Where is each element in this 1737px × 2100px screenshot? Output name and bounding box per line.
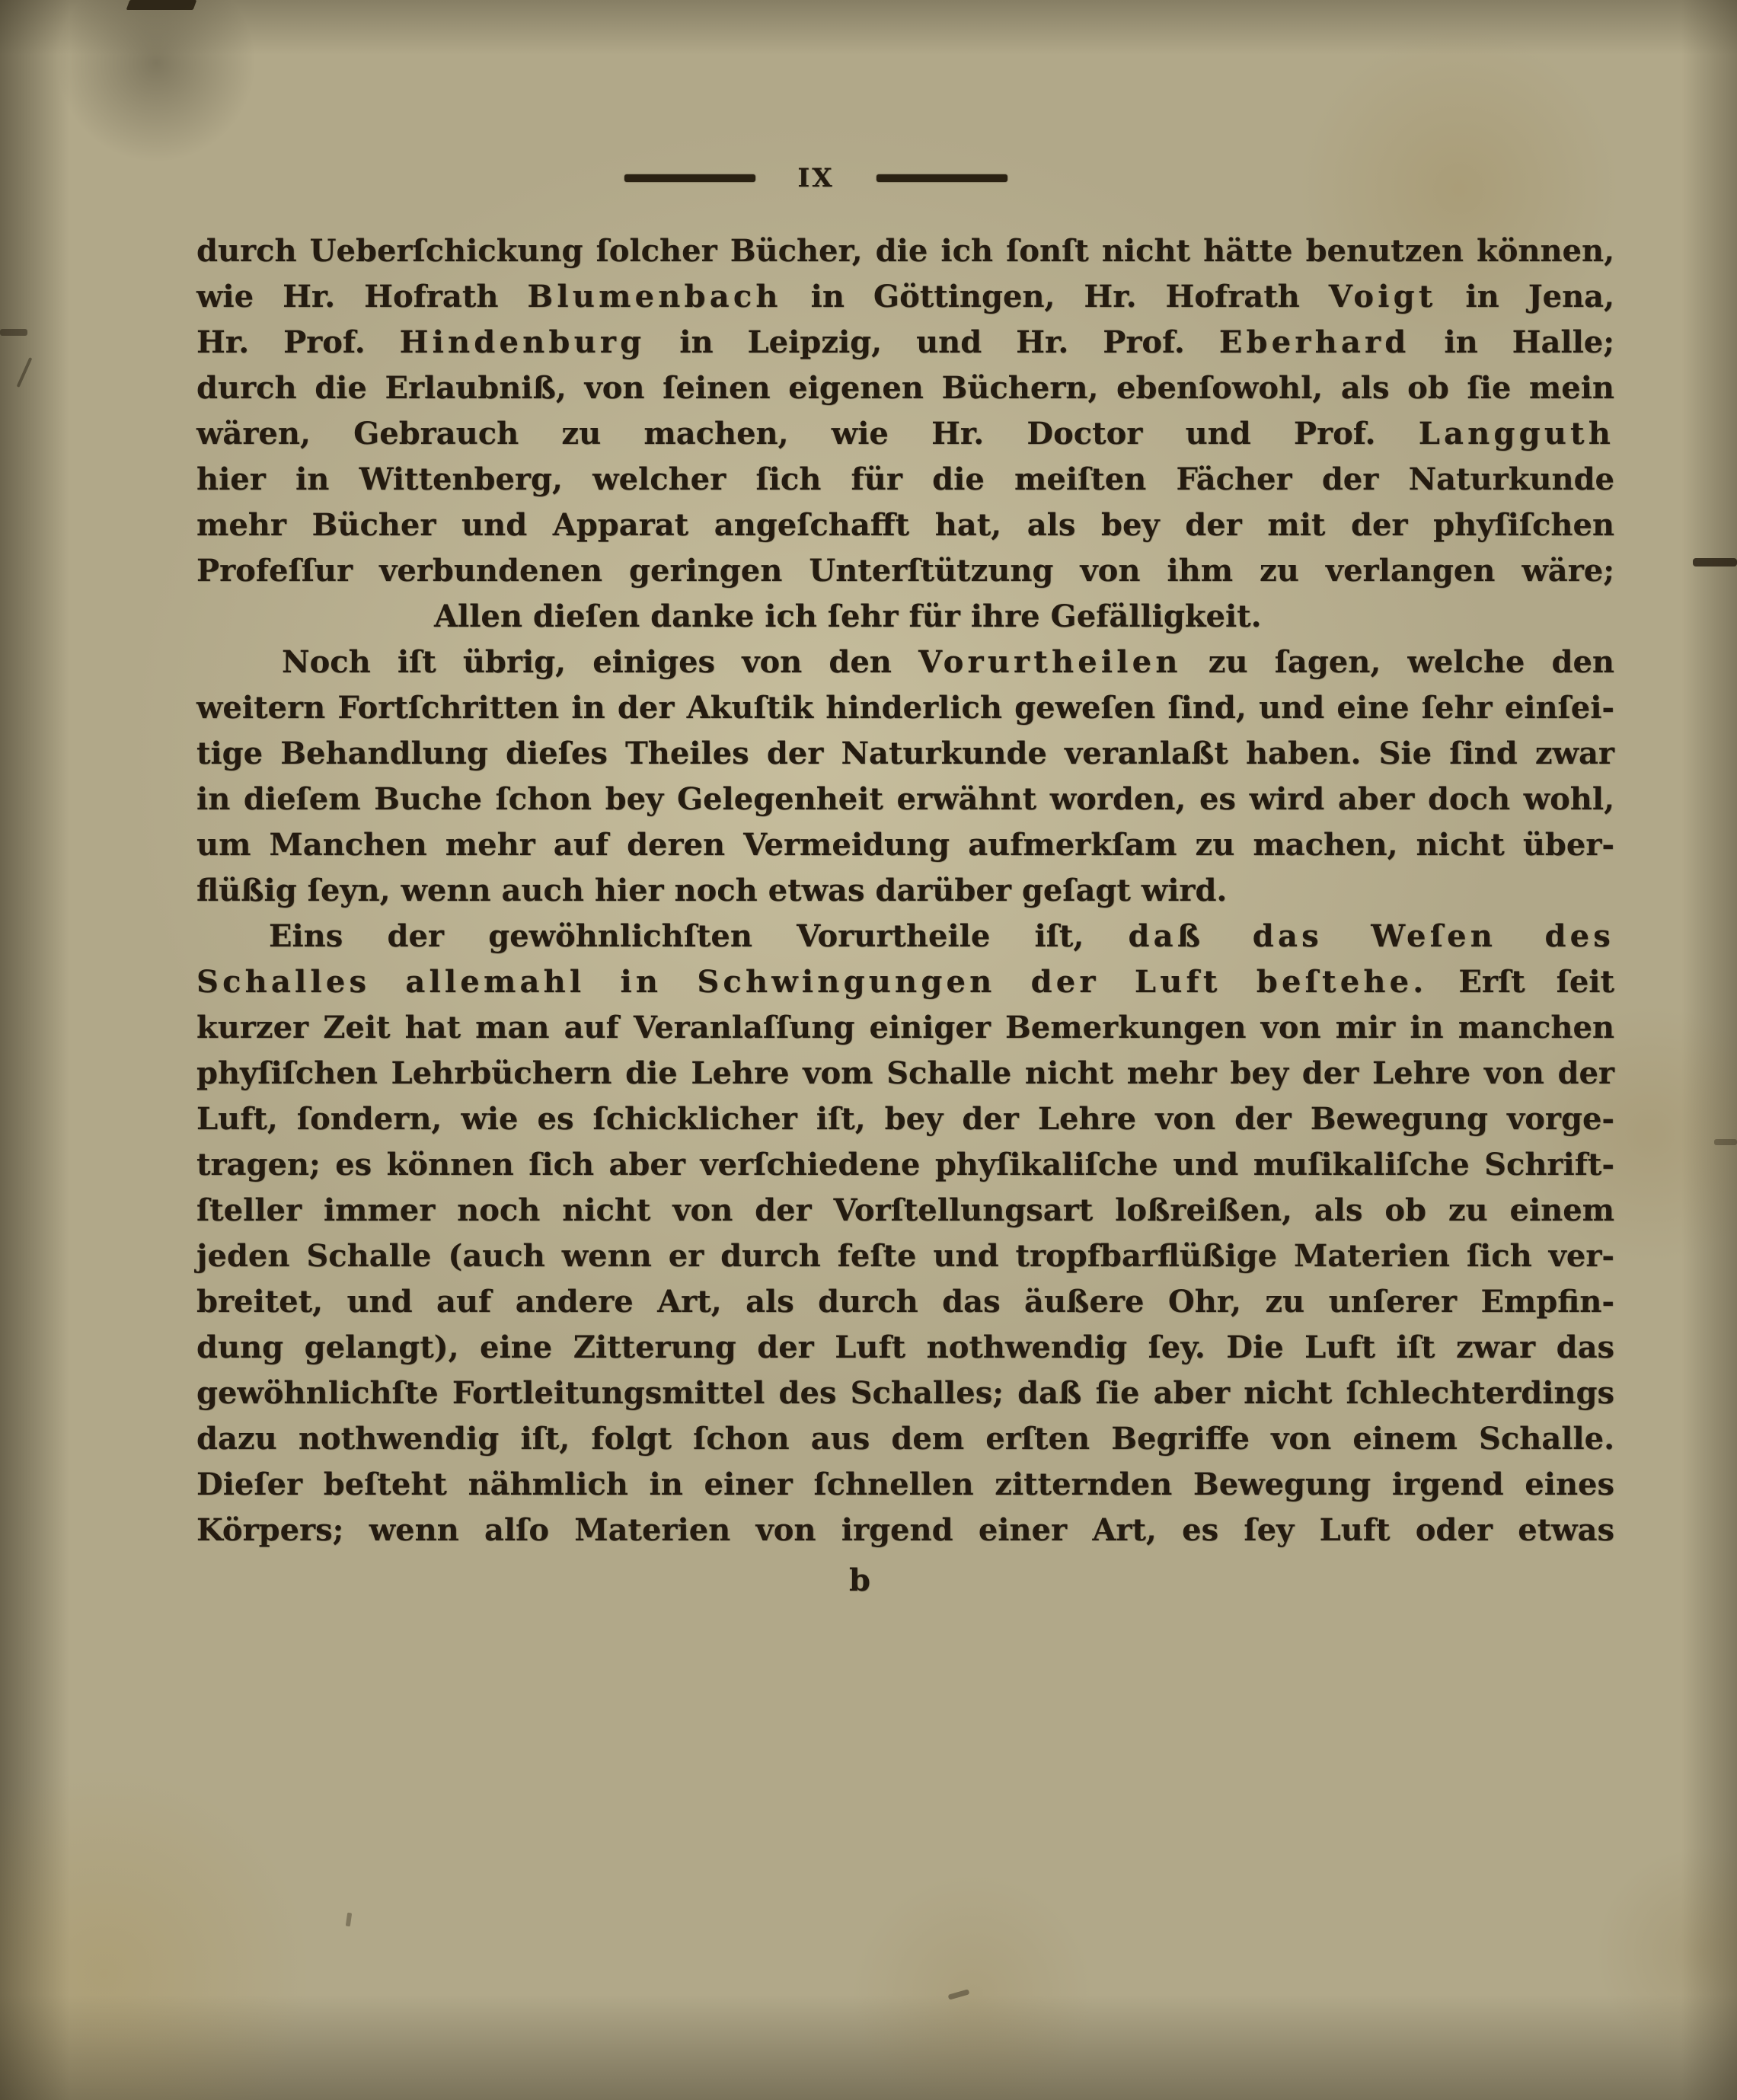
text-line xyxy=(196,457,1614,503)
text-line xyxy=(196,320,1614,365)
text-line xyxy=(196,1234,1614,1279)
page-body xyxy=(196,228,1614,1553)
body-text: zu ſagen, welche den xyxy=(1181,644,1614,680)
text-line xyxy=(196,1416,1614,1462)
text-line xyxy=(196,1279,1614,1325)
scan-artifact-speck-left xyxy=(346,1913,352,1927)
emphasized-text: Hindenburg xyxy=(399,324,646,360)
body-text: breitet, und auf andere Art, als durch das äußere Ohr, zu unſerer Empfin- xyxy=(196,1284,1614,1320)
body-text: Erſt ſeit xyxy=(1427,964,1614,1000)
text-line xyxy=(196,1371,1614,1416)
body-text: weitern Fortſchritten in der Akuſtik hinderlich geweſen ſind, und eine ſehr einſei- xyxy=(196,690,1614,726)
text-line xyxy=(196,1462,1614,1508)
header-rule-left xyxy=(624,174,755,182)
text-line xyxy=(196,1005,1614,1051)
text-line xyxy=(196,548,1614,594)
text-line xyxy=(196,1142,1614,1188)
page-number: IX xyxy=(797,163,835,193)
header-rule-right xyxy=(876,174,1007,182)
body-text: in Jena, xyxy=(1436,279,1614,314)
emphasized-text: Voigt xyxy=(1328,279,1437,314)
body-text: durch Ueberſchickung ſolcher Bücher, die ich ſonſt nicht hätte benutzen können, xyxy=(196,233,1614,269)
emphasized-text: daß das Weſen des xyxy=(1128,918,1614,954)
body-text: Luft, ſondern, wie es ſchicklicher iſt, bey der Lehre von der Bewegung vorge- xyxy=(196,1101,1614,1137)
emphasized-text: Vorurtheilen xyxy=(918,644,1182,680)
text-line xyxy=(196,1096,1614,1142)
emphasized-text: Langguth xyxy=(1418,416,1614,452)
text-line xyxy=(196,640,1614,685)
body-text: phyſiſchen Lehrbüchern die Lehre vom Schalle nicht mehr bey der Lehre von der xyxy=(196,1055,1614,1091)
body-text: in dieſem Buche ſchon bey Gelegenheit erwähnt worden, es wird aber doch wohl, xyxy=(196,781,1614,817)
body-text: kurzer Zeit hat man auf Veranlaſſung einiger Bemerkungen von mir in manchen xyxy=(196,1010,1614,1045)
body-text: mehr Bücher und Apparat angeſchafft hat, als bey der mit der phyſiſchen xyxy=(196,507,1614,543)
text-line xyxy=(196,731,1614,777)
body-text: dung gelangt), eine Zitterung der Luft nothwendig ſey. Die Luft iſt zwar das xyxy=(196,1329,1614,1365)
scan-artifact-speck-center xyxy=(948,1989,970,1999)
text-line xyxy=(196,685,1614,731)
scan-artifact-right-low xyxy=(1714,1139,1737,1145)
body-text: Körpers; wenn alſo Materien von irgend einer Art, es ſey Luft oder etwas xyxy=(196,1512,1614,1548)
scan-artifact-left-dash xyxy=(0,329,27,336)
body-text: in Leipzig, und Hr. Prof. xyxy=(645,324,1219,360)
emphasized-text: Blumenbach xyxy=(527,279,782,314)
body-text: gewöhnlichſte Fortleitungsmittel des Schalles; daß ſie aber nicht ſchlechterdings xyxy=(196,1375,1614,1411)
scan-artifact-right-dash xyxy=(1693,558,1737,566)
text-line xyxy=(196,365,1614,411)
body-text: ſteller immer noch nicht von der Vorſtellungsart loßreißen, als ob zu einem xyxy=(196,1192,1614,1228)
text-line xyxy=(196,594,1614,640)
text-line xyxy=(196,1508,1614,1553)
text-line xyxy=(196,1051,1614,1096)
body-text: hier in Wittenberg, welcher ſich für die meiſten Fächer der Naturkunde xyxy=(196,461,1614,497)
body-text: flüßig ſeyn, wenn auch hier noch etwas darüber geſagt wird. xyxy=(196,873,1228,908)
text-line xyxy=(196,411,1614,457)
text-line xyxy=(196,777,1614,822)
text-line xyxy=(196,959,1614,1005)
scan-artifact-top-left xyxy=(126,0,197,10)
scan-artifact-left-slash xyxy=(17,357,33,388)
body-text: wären, Gebrauch zu machen, wie Hr. Doctor und Prof. xyxy=(196,416,1419,452)
text-line xyxy=(196,822,1614,868)
emphasized-text: Schalles allemahl in Schwingungen der Luft beſtehe. xyxy=(196,964,1428,1000)
body-text: Profeſſur verbundenen geringen Unterſtützung von ihm zu verlangen wäre; xyxy=(196,553,1614,589)
body-text: Allen dieſen danke ich ſehr für ihre Gefälligkeit. xyxy=(434,598,1262,634)
body-text: in Göttingen, Hr. Hofrath xyxy=(781,279,1329,314)
body-text: Dieſer beſteht nähmlich in einer ſchnellen zitternden Bewegung irgend eines xyxy=(196,1466,1614,1502)
body-text: Noch iſt übrig, einiges von den xyxy=(282,644,918,680)
body-text: durch die Erlaubniß, von ſeinen eigenen Büchern, ebenſowohl, als ob ſie mein xyxy=(196,370,1614,406)
body-text: tige Behandlung dieſes Theiles der Naturkunde veranlaßt haben. Sie ſind zwar xyxy=(196,736,1614,771)
body-text: dazu nothwendig iſt, folgt ſchon aus dem erſten Begriffe von einem Schalle. xyxy=(196,1421,1614,1457)
body-text: in Halle; xyxy=(1410,324,1614,360)
signature-mark: b xyxy=(849,1562,870,1598)
text-line xyxy=(196,914,1614,959)
body-text: Eins der gewöhnlichſten Vorurtheile iſt, xyxy=(269,918,1129,954)
body-text: Hr. Prof. xyxy=(196,324,400,360)
body-text: wie Hr. Hofrath xyxy=(196,279,528,314)
body-text: jeden Schalle (auch wenn er durch feſte und tropfbarflüßige Materien ſich ver- xyxy=(196,1238,1614,1274)
body-text: um Manchen mehr auf deren Vermeidung aufmerkſam zu machen, nicht über- xyxy=(196,827,1614,863)
emphasized-text: Eberhard xyxy=(1218,324,1410,360)
page-header xyxy=(196,163,1614,193)
text-line xyxy=(196,228,1614,274)
text-line xyxy=(196,1325,1614,1371)
text-line xyxy=(196,868,1614,914)
text-line xyxy=(196,1188,1614,1234)
text-line xyxy=(196,503,1614,548)
body-text: tragen; es können ſich aber verſchiedene phyſikaliſche und muſikaliſche Schrift- xyxy=(196,1147,1614,1182)
text-line xyxy=(196,274,1614,320)
